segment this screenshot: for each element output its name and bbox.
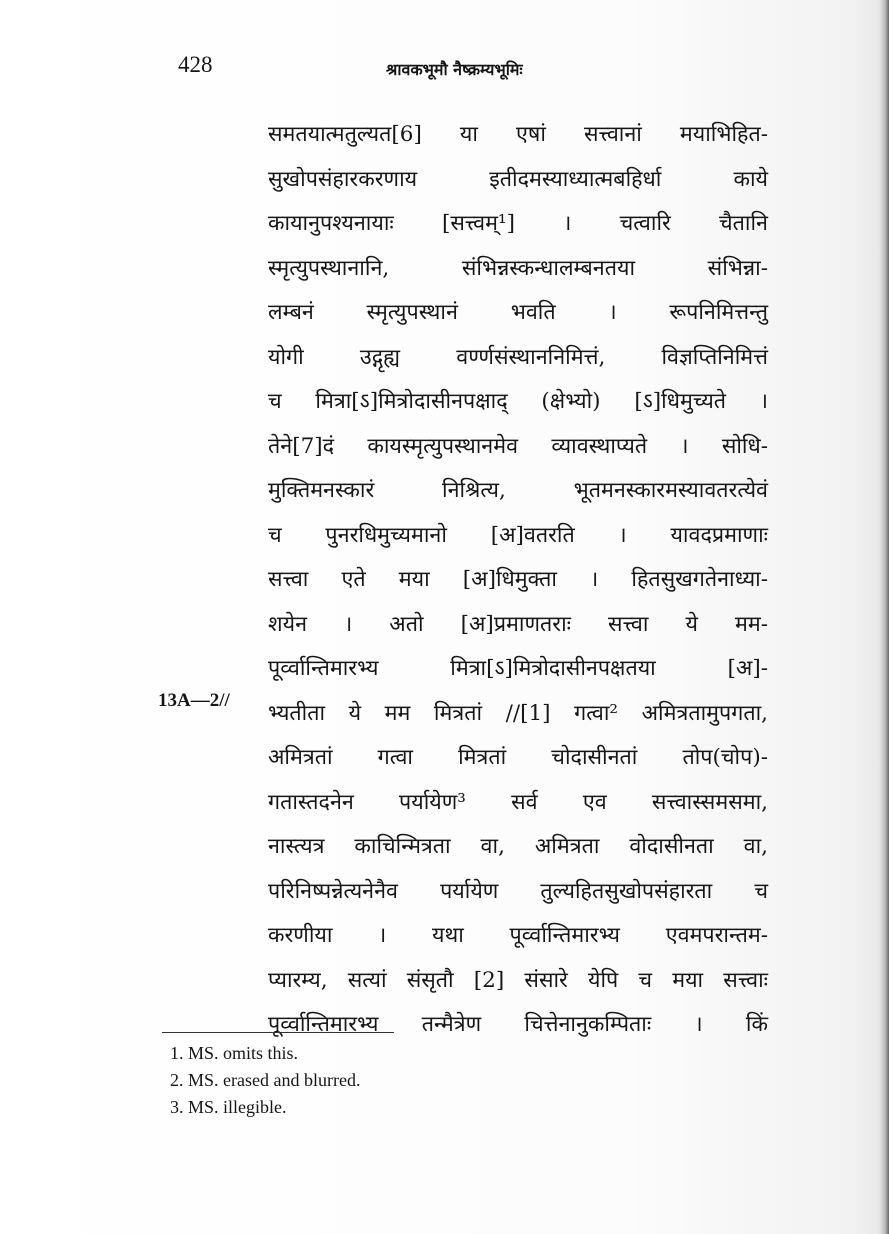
footnote: 2. MS. erased and blurred.: [170, 1070, 361, 1090]
text-line: सत्त्वा एते मया [अ]धिमुक्ता । हितसुखगतेनाध्या-: [268, 567, 768, 592]
text-line: परिनिष्पन्नेत्यनेनैव पर्यायेण तुल्यहितसुखोपसंहारता च: [268, 878, 768, 904]
text-line: कायानुपश्यनायाः [सत्त्वम्¹] । चत्वारि चैतानि: [268, 211, 768, 236]
manuscript-folio-reference: 13A—2//: [158, 690, 230, 711]
text-line: तेने[7]दं कायस्मृत्युपस्थानमेव व्यावस्थाप्यते । सोधि-: [268, 433, 768, 459]
footnote-divider: [162, 1032, 394, 1033]
text-line: स्मृत्युपस्थानानि, संभिन्नस्कन्धालम्बनतया संभिन्ना-: [268, 255, 768, 281]
text-line: शयेन । अतो [अ]प्रमाणतराः सत्त्वा ये मम-: [268, 611, 768, 637]
text-line: नास्त्यत्र काचिन्मित्रता वा, अमित्रता वोदासीनता वा,: [268, 834, 768, 859]
page-edge-shadow: [879, 0, 889, 1234]
footnote: 1. MS. omits this.: [170, 1043, 299, 1063]
text-line: गतास्तदनेन पर्यायेण³ सर्व एव सत्त्वास्समसमा,: [268, 789, 768, 815]
text-line: मुक्तिमनस्कारं निश्रित्य, भूतमनस्कारमस्यावतरत्येवं: [268, 478, 768, 503]
text-line: पूर्व्वान्तिमारभ्य मित्रा[ऽ]मित्रोदासीनपक्षतया [अ]-: [268, 656, 768, 681]
text-line: च मित्रा[ऽ]मित्रोदासीनपक्षाद् (क्षेभ्यो) [ऽ]धिमुच्यते ।: [268, 389, 768, 414]
text-line: प्यारम्य, सत्यां संसृतौ [2] संसारे येपि च मया सत्त्वाः: [268, 967, 768, 993]
text-line: सुखोपसंहारकरणाय इतीदमस्याध्यात्मबहिर्धा काये: [268, 166, 768, 192]
text-line: पूर्व्वान्तिमारभ्य तन्मैत्रेण चित्तेनानुकम्पिताः । किं: [268, 1012, 768, 1037]
footnotes: [170, 1040, 360, 1121]
text-line: लम्बनं स्मृत्युपस्थानं भवति । रूपनिमित्तन्तु: [268, 300, 768, 325]
text-line: करणीया । यथा पूर्व्वान्तिमारभ्य एवमपरान्तम-: [268, 923, 768, 948]
text-line: भ्यतीता ये मम मित्रतां //[1] गत्वा² अमित्रतामुपगता,: [268, 700, 768, 726]
text-line: अमित्रतां गत्वा मित्रतां चोदासीनतां तोप(चोप)-: [268, 745, 768, 770]
body-text: [268, 118, 768, 1053]
page-number: 428: [178, 52, 213, 77]
text-line: च पुनरधिमुच्यमानो [अ]वतरति । यावदप्रमाणाः: [268, 522, 768, 548]
footnote: 3. MS. illegible.: [170, 1097, 287, 1117]
running-head: श्रावकभूमौ नैष्क्रम्यभूमिः: [386, 60, 523, 79]
text-line: समतयात्मतुल्यत[6] या एषां सत्त्वानां मयाभिहित-: [268, 122, 768, 147]
text-line: योगी उद्गृह्य वर्ण्णसंस्थाननिमित्तं, विज्ञप्तिनिमित्तं: [268, 344, 768, 370]
